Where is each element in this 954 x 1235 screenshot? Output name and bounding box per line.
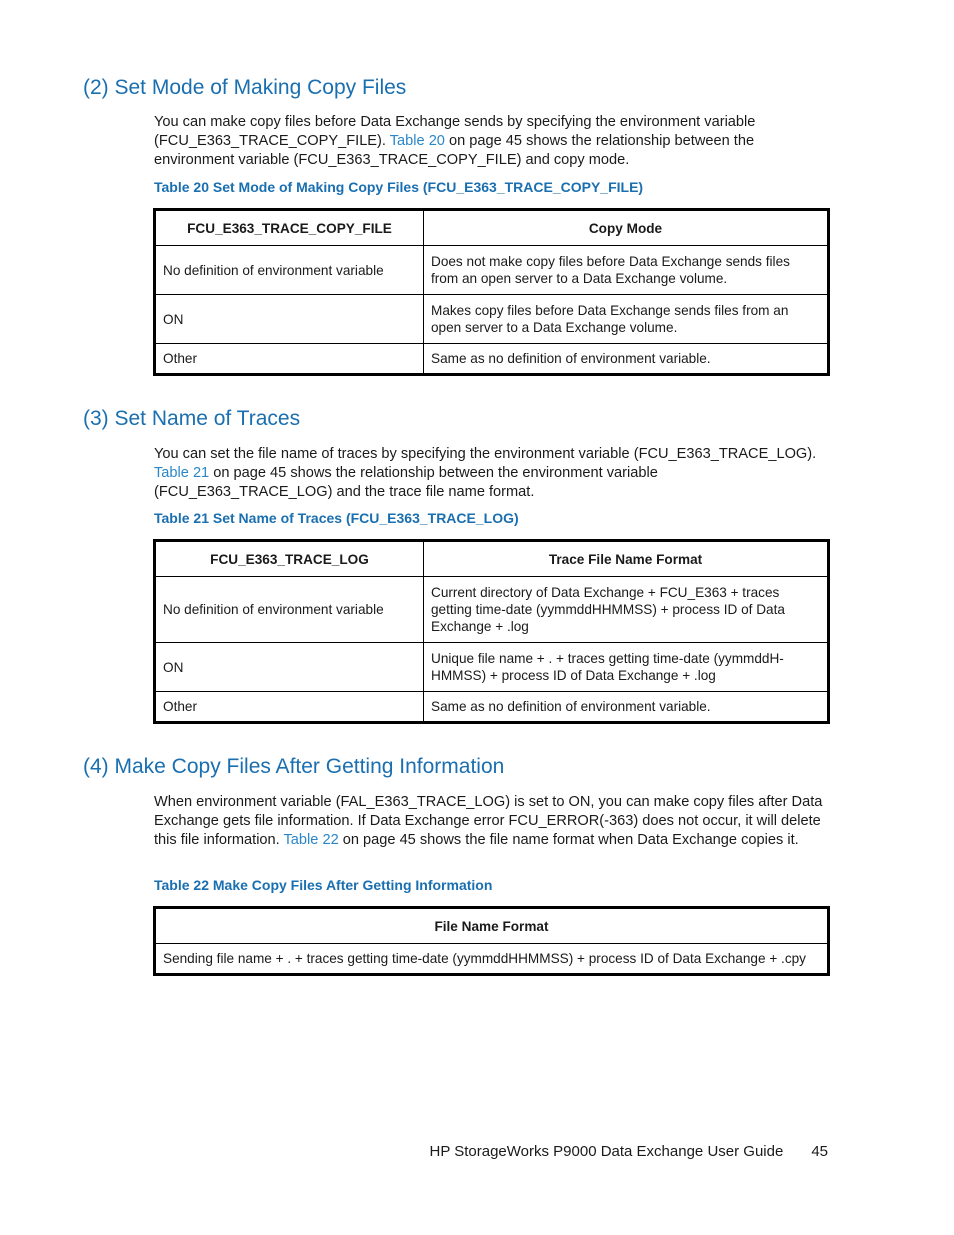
- table-cell: ON: [155, 643, 424, 692]
- table-header-cell: FCU_E363_TRACE_LOG: [155, 541, 424, 577]
- table-cell: Other: [155, 344, 424, 375]
- table-row: [155, 577, 829, 643]
- table-cell: Does not make copy files before Data Exchange sends files from an open server to a Data Exchange volume.: [424, 246, 829, 295]
- table-cell: Current directory of Data Exchange + FCU_E363 + traces getting time-date (yymmddHHMMSS) + process ID of Data Exchange + .log: [424, 577, 829, 643]
- table-20-link[interactable]: Table 20: [389, 133, 445, 149]
- table-cell: Same as no definition of environment variable.: [424, 344, 829, 375]
- paragraph-text: You can set the file name of traces by specifying the environment variable (FCU_E363_TRACE_LOG).: [154, 446, 817, 462]
- table-cell: Sending file name + . + traces getting time-date (yymmddHHMMSS) + process ID of Data Exchange + .cpy: [155, 944, 829, 975]
- table-header-cell: File Name Format: [155, 908, 829, 944]
- table-22-caption: Table 22 Make Copy Files After Getting Information: [154, 877, 493, 893]
- table-cell: No definition of environment variable: [155, 246, 424, 295]
- table-22: [153, 906, 830, 976]
- paragraph-text: on page 45 shows the file name format when Data Exchange copies it.: [338, 832, 799, 848]
- section-paragraph-copy-after-info: [154, 793, 830, 850]
- table-cell: Unique file name + . + traces getting time-date (yymmddH-HMMSS) + process ID of Data Exchange + .log: [424, 643, 829, 692]
- table-header-row: [155, 908, 829, 944]
- table-row: [155, 643, 829, 692]
- paragraph-text: You can make copy files before Data Exchange sends by specifying the environment variable (FCU_E363_TRACE_COPY_FILE).: [154, 114, 756, 149]
- footer-title: HP StorageWorks P9000 Data Exchange User Guide: [429, 1143, 784, 1160]
- table-cell: ON: [155, 295, 424, 344]
- table-20: [153, 208, 830, 376]
- table-header-row: [155, 541, 829, 577]
- paragraph-text: on page 45 shows the relationship between the environment variable (FCU_E363_TRACE_COPY_FILE) and copy mode.: [154, 133, 755, 168]
- table-header-cell: FCU_E363_TRACE_COPY_FILE: [155, 210, 424, 246]
- table-22-link[interactable]: Table 22: [283, 832, 339, 848]
- section-title-copy-after-info: (4) Make Copy Files After Getting Information: [83, 755, 505, 778]
- table-header-row: [155, 210, 829, 246]
- section-title-copy-mode: (2) Set Mode of Making Copy Files: [83, 76, 407, 99]
- section-paragraph-copy-mode: [154, 113, 830, 170]
- table-cell: No definition of environment variable: [155, 577, 424, 643]
- table-row: [155, 246, 829, 295]
- table-cell: Same as no definition of environment variable.: [424, 692, 829, 723]
- paragraph-text: on page 45 shows the relationship between the environment variable (FCU_E363_TRACE_LOG) and the trace file name format.: [154, 465, 658, 500]
- table-header-cell: Copy Mode: [424, 210, 829, 246]
- table-row: [155, 295, 829, 344]
- table-header-cell: Trace File Name Format: [424, 541, 829, 577]
- table-21: [153, 539, 830, 724]
- table-row: [155, 692, 829, 723]
- table-row: [155, 344, 829, 375]
- section-paragraph-trace-name: [154, 445, 830, 502]
- table-cell: Makes copy files before Data Exchange sends files from an open server to a Data Exchange volume.: [424, 295, 829, 344]
- table-20-caption: Table 20 Set Mode of Making Copy Files (FCU_E363_TRACE_COPY_FILE): [154, 179, 644, 195]
- page-footer: [430, 1143, 829, 1160]
- page-number: 45: [811, 1143, 828, 1160]
- table-row: [155, 944, 829, 975]
- table-21-link[interactable]: Table 21: [154, 465, 210, 481]
- table-cell: Other: [155, 692, 424, 723]
- paragraph-text: When environment variable (FAL_E363_TRACE_LOG) is set to ON, you can make copy files after Data Exchange gets file information. If Data Exchange error FCU_ERROR(-363) does not occur, it will delete this file information.: [154, 794, 823, 848]
- section-title-trace-name: (3) Set Name of Traces: [83, 407, 301, 430]
- table-21-caption: Table 21 Set Name of Traces (FCU_E363_TRACE_LOG): [154, 510, 519, 526]
